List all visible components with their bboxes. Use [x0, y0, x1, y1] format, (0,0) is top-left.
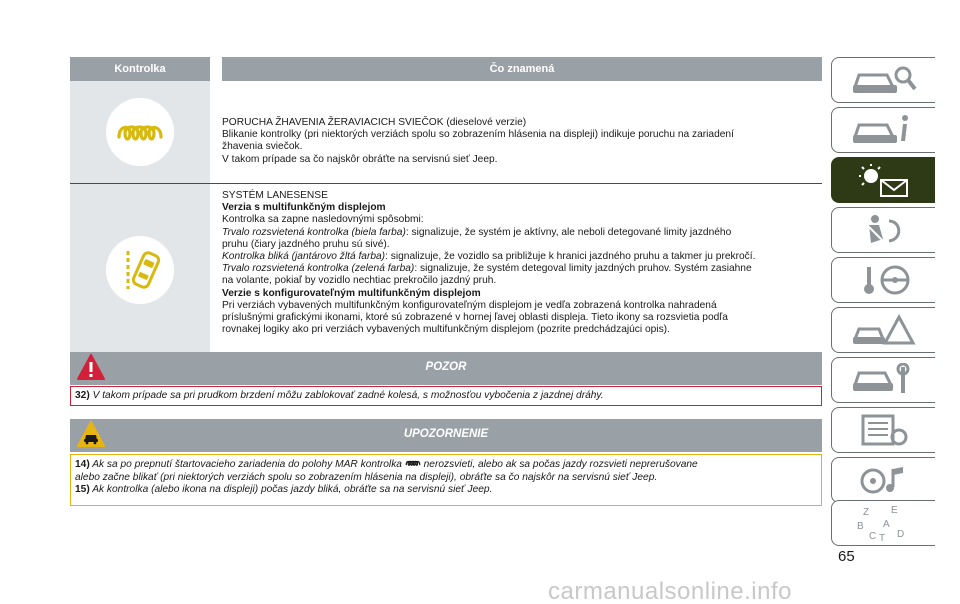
- text-line: Blikanie kontrolky (pri niektorých verziách spolu so zobrazením hlásenia na displeji) indikuje poruchu na zariadení: [222, 129, 734, 141]
- tab-index[interactable]: [831, 500, 935, 546]
- index-letter: D: [896, 529, 904, 540]
- car-info-icon: [849, 113, 919, 147]
- tab-car-search[interactable]: [831, 57, 935, 103]
- pozor-header: [70, 352, 822, 385]
- glow-plug-coil-icon: [405, 458, 421, 468]
- header-kontrolka: Kontrolka: [70, 57, 210, 81]
- note-line: 14) Ak sa po prepnutí štartovacieho zariadenia do polohy MAR kontrolka nerozsvieti, alebo ak sa počas jazdy rozsvieti neprerušovane: [75, 459, 698, 470]
- index-letters-icon: [849, 503, 919, 543]
- text-line: Pri verziách vybavených multifunkčným konfigurovateľným displejom je vedľa zobrazená kontrolka nahradená: [222, 299, 717, 311]
- note-text: V takom prípade sa pri prudkom brzdení môžu zablokovať zadné kolesá, s možnosťou vybočenia z jazdnej dráhy.: [92, 390, 604, 401]
- warning-light-message-icon: [849, 162, 919, 198]
- note-number: 32): [75, 390, 90, 401]
- note-line: alebo začne blikať (pri niektorých verziách spolu so zobrazením hlásenia na displeji), obráťte sa čo najskôr na servisnú sieť Jeep.: [75, 471, 658, 483]
- text-line: Kontrolka bliká (jantárovo žltá farba): signalizuje, že vozidlo sa približuje k hranici jazdného pruhu a takmer ju prekročí.: [222, 251, 756, 263]
- specifications-list-icon: [849, 413, 919, 447]
- text-line: rovnakej logiky ako pri verziách vybavených multifunkčným displejom (pozrite predchádzajúci opis).: [222, 324, 670, 336]
- index-letter: B: [856, 521, 864, 532]
- note-line: 15) Ak kontrolka (alebo ikona na displeji) počas jazdy bliká, obráťte sa na servisnú sieť Jeep.: [75, 484, 493, 496]
- text-line: PORUCHA ŽHAVENIA ŽERAVIACICH SVIEČOK (dieselové verzie): [222, 117, 527, 128]
- tab-safety[interactable]: [831, 207, 935, 253]
- key-steering-wheel-icon: [849, 263, 919, 297]
- index-letter: T: [878, 533, 885, 543]
- header-co-znamena: Čo znamená: [222, 57, 822, 81]
- road-hazard-icon: [849, 313, 919, 347]
- subheading: Verzie s konfigurovateľným multifunkčným displejom: [222, 287, 481, 299]
- tab-emergency[interactable]: [831, 307, 935, 353]
- text-line: na volante, pokiaľ by vozidlo nechtiac prekročilo jazdný pruh.: [222, 275, 497, 287]
- text-line: pruhu (čiary jazdného pruhu sú sivé).: [222, 238, 390, 250]
- table-row: [70, 81, 822, 184]
- watermark: carmanualsonline.info: [548, 578, 792, 604]
- subheading: Verzia s multifunkčným displejom: [222, 202, 386, 214]
- tab-starting-driving[interactable]: [831, 257, 935, 303]
- index-letter: E: [890, 505, 898, 516]
- text-line: Kontrolka sa zapne nasledovnými spôsobmi:: [222, 214, 424, 226]
- table-header: [70, 57, 822, 81]
- index-letter: C: [868, 531, 876, 542]
- pozor-title: POZOR: [425, 361, 467, 373]
- icon-cell: [70, 184, 210, 355]
- text-line: žhavenia sviečok.: [222, 141, 303, 153]
- warning-lights-table: [70, 57, 822, 356]
- lanesense-icon: [118, 245, 162, 295]
- row-description: [210, 81, 822, 183]
- tab-car-info[interactable]: [831, 107, 935, 153]
- multimedia-icon: [849, 463, 919, 497]
- table-row: [70, 184, 822, 356]
- page-number: 65: [838, 548, 855, 565]
- text-line: príslušnými grafickými ikonami, ktoré sú zobrazené v hornej ľavej oblasti displeja. Tieto ikony sa rozsvietia podľa: [222, 312, 728, 324]
- tab-multimedia[interactable]: [831, 457, 935, 503]
- tab-maintenance[interactable]: [831, 357, 935, 403]
- upozornenie-title: UPOZORNENIE: [403, 428, 489, 440]
- tab-specifications[interactable]: [831, 407, 935, 453]
- pozor-body: [70, 386, 822, 406]
- index-letter: Z: [862, 507, 869, 518]
- row-description: [210, 184, 822, 355]
- upozornenie-header: [70, 419, 822, 452]
- section-title: SYSTÉM LANESENSE: [222, 190, 328, 201]
- car-wrench-icon: [849, 363, 919, 397]
- tab-warning-lights[interactable]: [831, 157, 935, 203]
- text-line: Trvalo rozsvietená kontrolka (zelená farba): signalizuje, že systém detegoval limity jazdných pruhov. Systém zasiahne: [222, 263, 752, 275]
- icon-cell: [70, 81, 210, 183]
- car-search-icon: [849, 63, 919, 97]
- text-line: Trvalo rozsvietená kontrolka (biela farba): signalizuje, že systém je aktívny, ale neboli detegované limity jazdného: [222, 226, 732, 238]
- text-line: V takom prípade sa čo najskôr obráťte na servisnú sieť Jeep.: [222, 153, 498, 165]
- seatbelt-airbag-icon: [849, 213, 919, 247]
- upozornenie-body: [70, 454, 822, 506]
- index-letter: A: [882, 519, 890, 530]
- glow-plug-coil-icon: [115, 117, 165, 147]
